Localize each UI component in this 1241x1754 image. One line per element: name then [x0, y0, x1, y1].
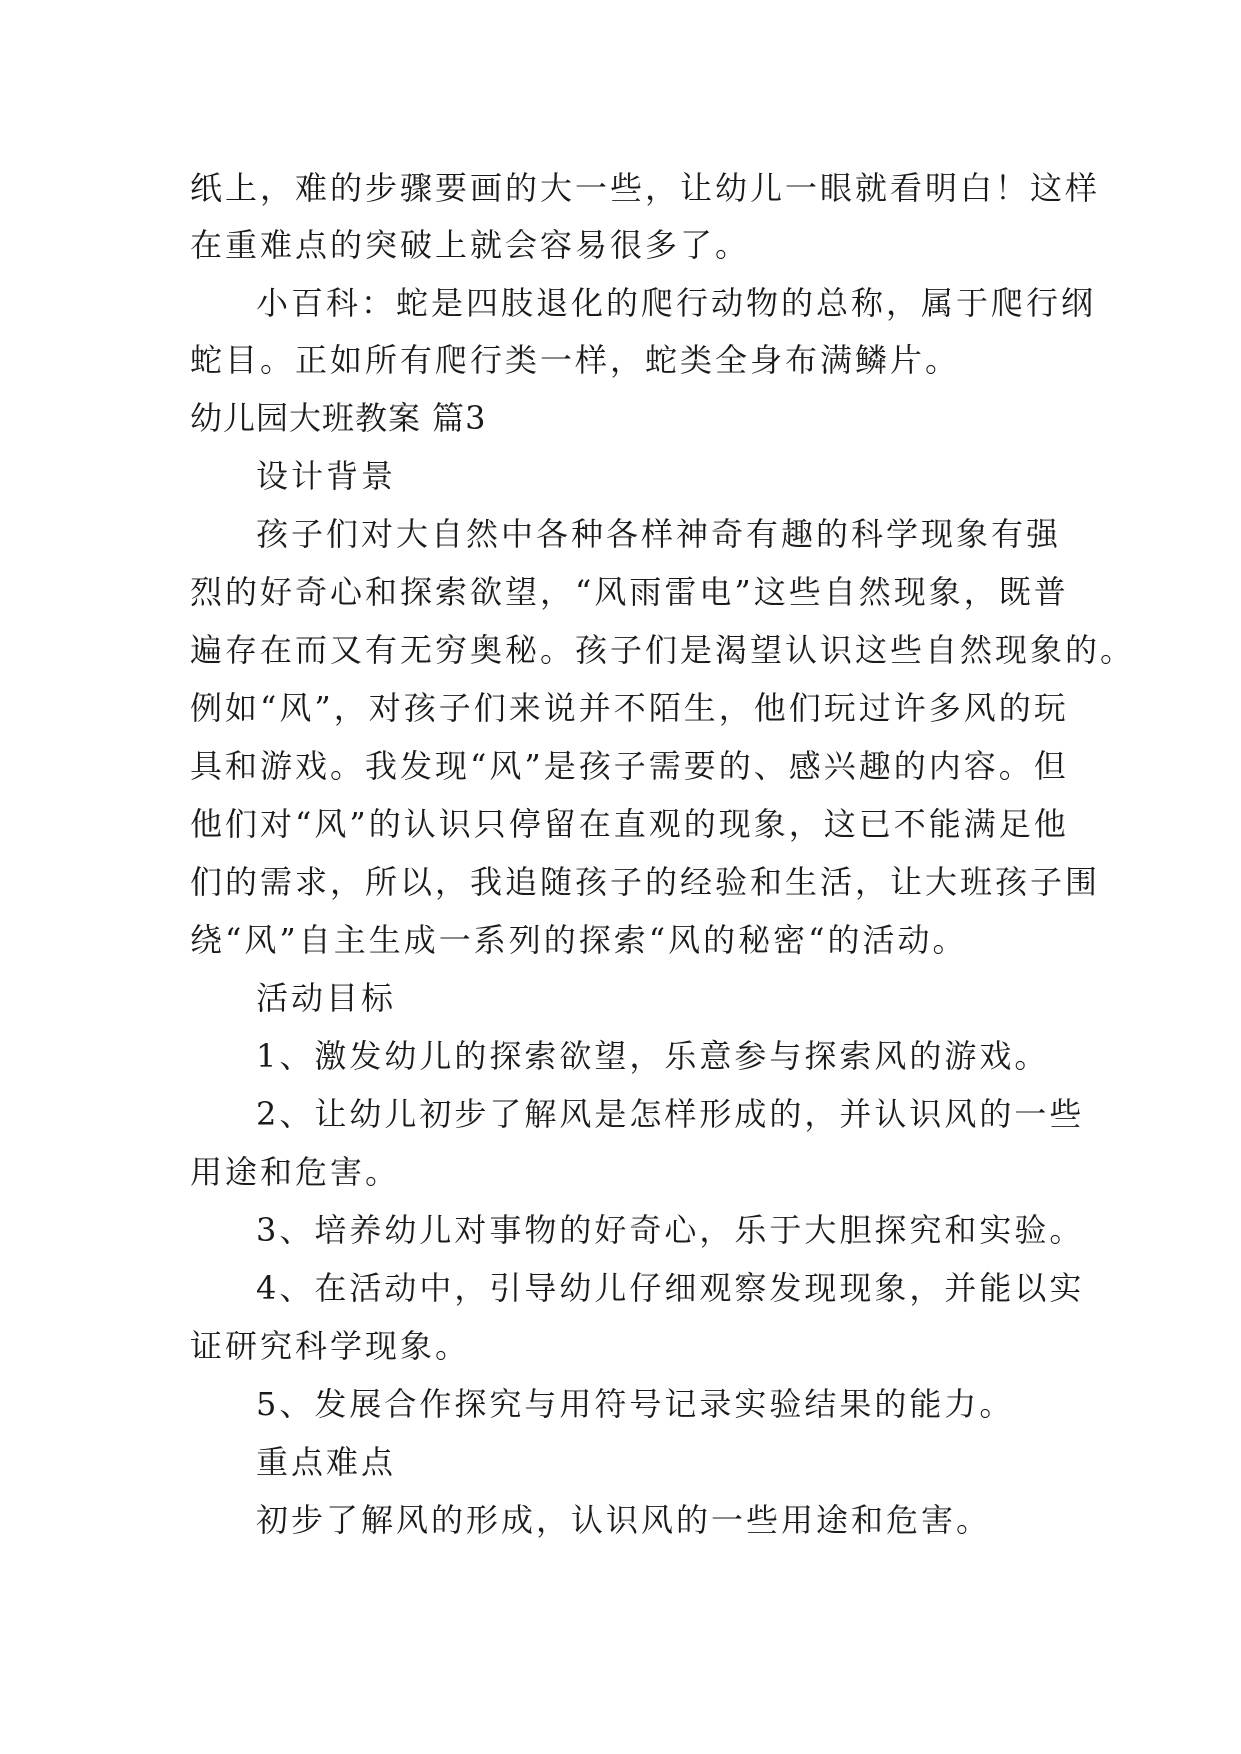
- text-line: 初步了解风的形成，认识风的一些用途和危害。: [256, 1501, 992, 1539]
- text-line: 蛇目。正如所有爬行类一样，蛇类全身布满鳞片。: [190, 341, 961, 379]
- text-line: 例如“风”，对孩子们来说并不陌生，他们玩过许多风的玩: [190, 689, 1069, 727]
- text-line: 具和游戏。我发现“风”是孩子需要的、感兴趣的内容。但: [190, 747, 1069, 785]
- text-line: 们的需求，所以，我追随孩子的经验和生活，让大班孩子围: [190, 863, 1101, 901]
- text-line: 他们对“风”的认识只停留在直观的现象，这已不能满足他: [190, 805, 1069, 843]
- subsection-heading: 活动目标: [256, 979, 397, 1017]
- list-item: 4、在活动中，引导幼儿仔细观察发现现象，并能以实: [256, 1269, 1085, 1307]
- section-heading: 幼儿园大班教案 篇3: [190, 399, 487, 437]
- text-line: 用途和危害。: [190, 1153, 401, 1191]
- subsection-heading: 设计背景: [256, 457, 397, 495]
- list-item: 5、发展合作探究与用符号记录实验结果的能力。: [256, 1385, 1015, 1423]
- text-line: 小百科：蛇是四肢退化的爬行动物的总称，属于爬行纲: [256, 284, 1097, 322]
- text-line: 纸上，难的步骤要画的大一些，让幼儿一眼就看明白！这样: [190, 169, 1101, 207]
- text-line: 在重难点的突破上就会容易很多了。: [190, 226, 751, 264]
- text-line: 证研究科学现象。: [190, 1327, 471, 1365]
- text-line: 孩子们对大自然中各种各样神奇有趣的科学现象有强: [256, 515, 1062, 553]
- subsection-heading: 重点难点: [256, 1443, 397, 1481]
- text-line: 烈的好奇心和探索欲望，“风雨雷电”这些自然现象，既普: [190, 573, 1069, 611]
- text-line: 遍存在而又有无穷奥秘。孩子们是渴望认识这些自然现象的。: [190, 631, 1136, 669]
- list-item: 3、培养幼儿对事物的好奇心，乐于大胆探究和实验。: [256, 1211, 1085, 1249]
- list-item: 2、让幼儿初步了解风是怎样形成的，并认识风的一些: [256, 1095, 1085, 1133]
- list-item: 1、激发幼儿的探索欲望，乐意参与探索风的游戏。: [256, 1037, 1050, 1075]
- text-line: 绕“风”自主生成一系列的探索“风的秘密“的活动。: [190, 921, 968, 959]
